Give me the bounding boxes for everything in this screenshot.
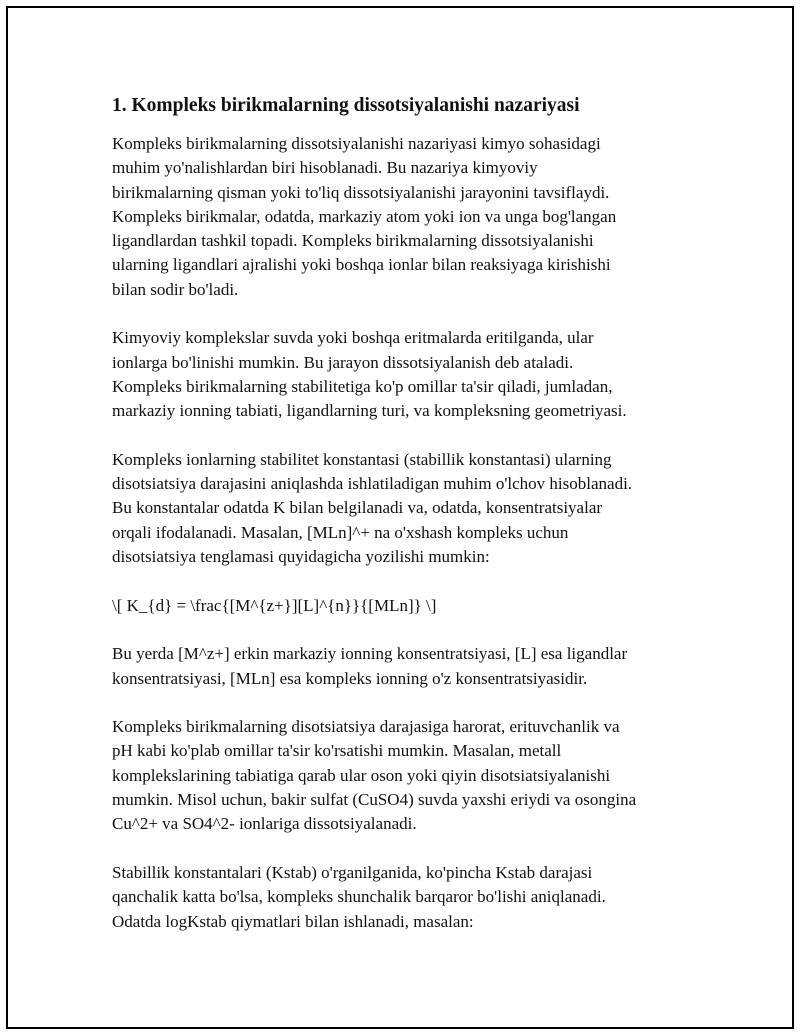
paragraph-stability-constant: Kompleks ionlarning stabilitet konstantasi (stabillik konstantasi) ularning disotsiatsiya darajasini aniqlashda ishlatiladigan muhim o'lchov hisoblanadi. Bu konstantalar odatda K bilan belgilanadi va, odatda, konsentratsiyalar orqali ifodalanadi. Masalan, [MLn]^+ na o'xshash kompleks uchun disotsiatsiya tenglamasi quyidagicha yozilishi mumkin: xyxy=(112,449,633,567)
document-body xyxy=(112,92,697,958)
paragraph-kstab: Stabillik konstantalari (Kstab) o'rganilganida, ko'pincha Kstab darajasi qanchalik katta bo'lsa, kompleks shunchalik barqaror bo'lishi aniqlanadi. Odatda logKstab qiymatlari bilan ishlanadi, masalan: xyxy=(112,862,606,931)
section-heading: 1. Kompleks birikmalarning dissotsiyalanishi nazariyasi xyxy=(112,95,580,116)
paragraph-factors: Kompleks birikmalarning disotsiatsiya darajasiga harorat, erituvchanlik va pH kabi ko'plab omillar ta'sir ko'rsatishi mumkin. Masalan, metall komplekslarining tabiatiga qarab ular oson yoki qiyin disotsiatsiyalanishi mumkin. Misol uchun, bakir sulfat (CuSO4) suvda yaxshi eriydi va osongina Cu^2+ va SO4^2- ionlariga dissotsiyalanadi. xyxy=(112,717,637,834)
paragraph-formula-explanation: Bu yerda [M^z+] erkin markaziy ionning konsentratsiyasi, [L] esa ligandlar konsentratsiyasi, [MLn] esa kompleks ionning o'z konsentratsiyasidir. xyxy=(112,644,628,688)
formula-dissociation-constant: \[ K_{d} = \frac{[M^{z+}][L]^{n}}{[MLn]} \] xyxy=(112,595,437,615)
paragraph-intro: Kompleks birikmalarning dissotsiyalanishi nazariyasi kimyo sohasidagi muhim yo'nalishlardan biri hisoblanadi. Bu nazariya kimyoviy birikmalarning qisman yoki to'liq dissotsiyalanishi jarayonini tavsiflaydi. Kompleks birikmalar, odatda, markaziy atom yoki ion va unga bog'langan ligandlardan tashkil topadi. Kompleks birikmalarning dissotsiyalanishi ularning ligandlari ajralishi yoki boshqa ionlar bilan reaksiyaga kirishishi bilan sodir bo'ladi. xyxy=(112,134,617,299)
paragraph-complexes-in-solution: Kimyoviy komplekslar suvda yoki boshqa eritmalarda eritilganda, ular ionlarga bo'linishi mumkin. Bu jarayon dissotsiyalanish deb ataladi. Kompleks birikmalarning stabilitetiga ko'p omillar ta'sir qiladi, jumladan, markaziy ionning tabiati, ligandlarning turi, va kompleksning geometriyasi. xyxy=(112,328,627,421)
